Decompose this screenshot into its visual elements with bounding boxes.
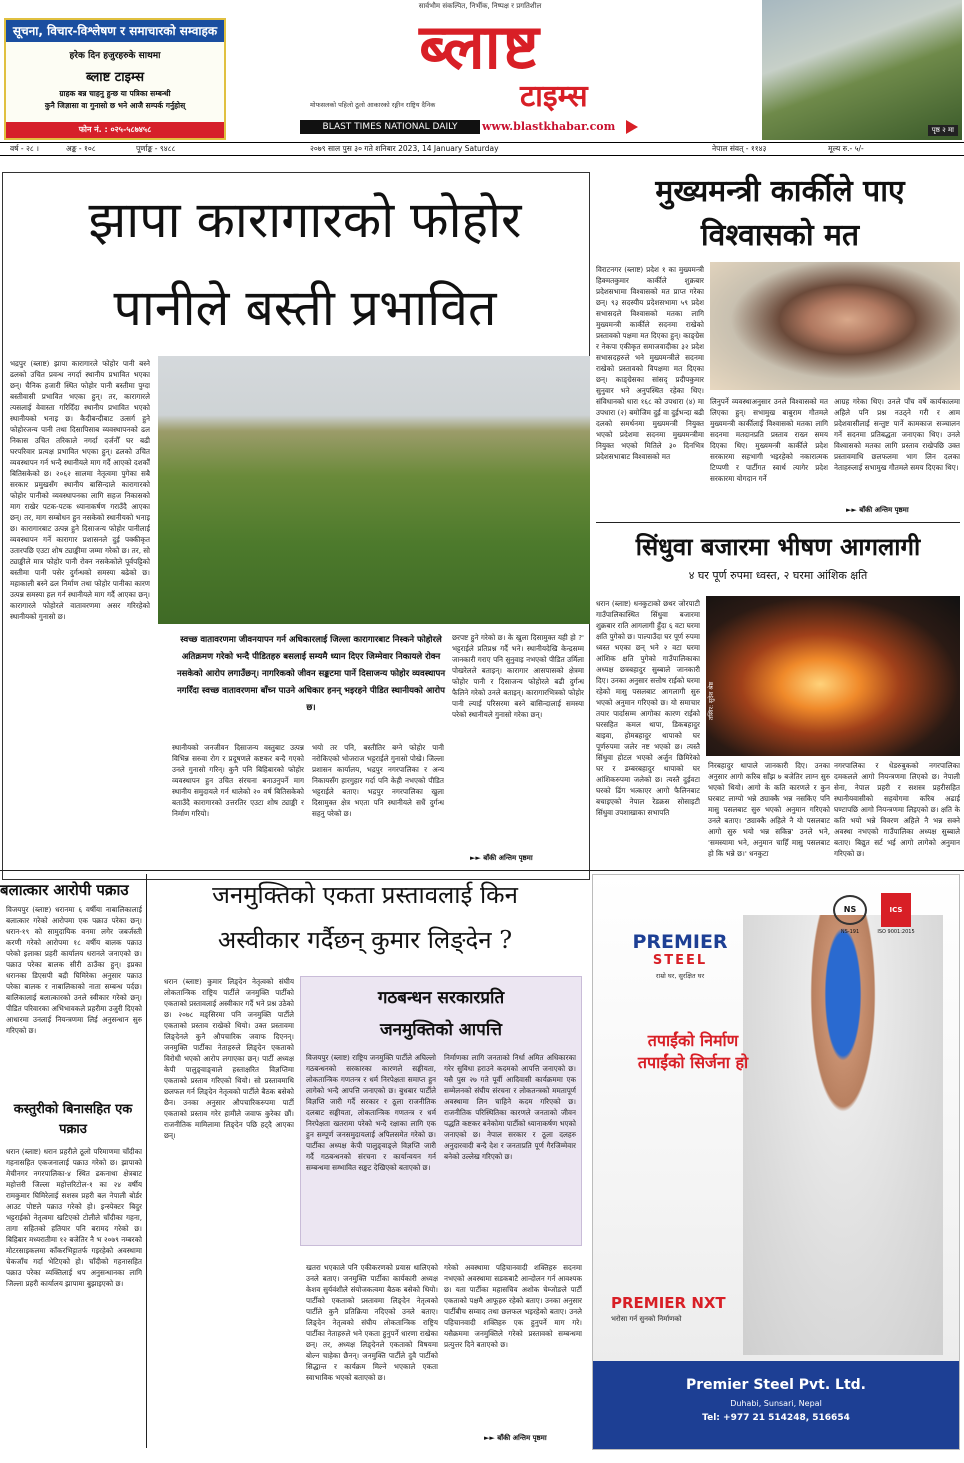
lead-photo-field xyxy=(158,356,590,624)
ics-cert-icon: ICS xyxy=(881,893,911,927)
rape-body: विजयपुर (ब्लाष्ट) धरानमा ६ वर्षीया नाबालिकालाई बलात्कार गरेको आरोपमा एक पक्राउ परेका छन्। धरान-१९ को सामुदायिक वनमा लगेर जबर्जस्ती करणी गरेको आरोपमा १८ वर्षीय बालक पक्राउ परेको इलाका प्रहरी कार्यालय धरानले जनाएको छ। पक्राउ परेका बालक सीरी ठाउँका हुन्। इप्रका धरानका डिएसपी बद्री घिमिरेका अनुसार पक्राउ परेका बालक र नाबालिकाको नाता सम्बन्ध पर्दछ। बालिकालाई बलात्कारको उनले स्वीकार गरेको छन्। पीडित परिवारका अभिभावकले प्रहरीमा उजुरी दिएको आधारमा उनलाई नियन्त्रणमा लिई अनुसन्धान सुरु गरिएको छ। xyxy=(6,905,142,1035)
ad-brand: ब्लाष्ट टाइम्स xyxy=(85,70,145,85)
cm-continued: ►► बाँकी अन्तिम पृष्ठमा xyxy=(846,506,909,514)
arrow-icon xyxy=(626,120,638,134)
ad-nxt-logo: PREMIER NXT xyxy=(611,1294,726,1312)
cm-body-col1: विराटनगर (ब्लाष्ट) प्रदेश १ का मुख्यमन्त्री हिक्मतकुमार कार्कीले शुक्रबार प्रदेशसभामा विश्वासको मत प्राप्त गरेका छन्। ९३ सदस्यीय प्रदेशसभामा ५९ प्रदेश सभासदले विश्वासको मतका लागि मुख्यमन्त्री कार्कीले सदनमा राखेको प्रस्तावको पक्षमा मत दिएका हुन्। काङ्ग्रेस र नेकपा एकीकृत समाजवादीका ३२ प्रदेश सभासदहरुले भने मुख्यमन्त्रीले सदनमा राखेको प्रस्तावको विपक्षमा मत दिएका छन्। काङ्ग्रेसका सांसद् प्रदीपकुमार सुनुवार भने अनुपस्थित रहेका थिए। संविधानको धारा १६८ को उपधारा (४) मा उपधारा (२) बमोजिम दुई वा दुईभन्दा बढी दलको समर्थनमा मुख्यमन्त्री नियुक्त भएको प्रदेशमा सदनमा मुख्यमन्त्रीमा नियुक्त भएको मितिले ३० दिनभित्र प्रदेशसभाबाट विश्वासको मत xyxy=(596,265,704,461)
iso-cert-label: ISO 9001:2015 xyxy=(877,929,915,935)
ns-cert-icon: NS xyxy=(833,895,867,925)
ad-brand1: PREMIER xyxy=(632,931,728,953)
ad-headline: सूचना, विचार-विश्लेषण र समाचारको सम्वाहक xyxy=(6,20,224,42)
dateline-bar xyxy=(0,142,964,156)
ad-line2: हरेक दिन हजुरहरुके साथमा xyxy=(69,51,161,61)
ad-nxt-tagline: भरोसा गर्न सुनको निर्माणको xyxy=(611,1315,682,1323)
ad-slogan-line2: तपाईंको सिर्जना हो xyxy=(637,1053,749,1072)
jm-headline-line2: अस्वीकार गर्दैछन् कुमार लिङ्देन ? xyxy=(217,926,513,954)
masthead-english-name: BLAST TIMES NATIONAL DAILY xyxy=(300,120,480,134)
dateline-total: पूर्णाङ्क - ९४८८ xyxy=(136,144,176,153)
ad-slogan-line1: तपाईंको निर्माण xyxy=(647,1031,739,1050)
lead-body-col2: स्थानीयको जनजीवन दिसाजन्य वस्तुबाट उत्पन्न विभिन्न सरुवा रोग र प्रदूषणले कष्टकर बन्दै गएको उनले गुनासो गरिन्। कुनै पनि बिहिबारको फोहोर व्यवस्थापन हुन उचित संरचना बनाउनुपर्ने माग स्थानीय समुदायले गर्न थालेको २० वर्ष बितिसकेको बताउँदै कारागारको उत्तरतिर एउटा शोष ट्याङ्की र निर्माण गरियो। xyxy=(172,743,304,818)
fire-subheadline: ४ घर पूर्ण रुपमा ध्वस्त, २ घरमा आंशिक क्षति xyxy=(688,569,868,582)
cm-photo xyxy=(710,262,960,390)
premier-steel-ad xyxy=(592,874,960,1450)
top-right-photo xyxy=(762,0,962,140)
rape-headline: बलात्कार आरोपी पक्राउ xyxy=(0,881,129,899)
jm-headline-line1: जनमुक्तिको एकता प्रस्तावलाई किन xyxy=(212,881,518,909)
ad-footer xyxy=(593,1361,959,1449)
fire-photo xyxy=(706,596,960,756)
masthead-website-link[interactable]: www.blastkhabar.com xyxy=(482,120,616,133)
dateline-date: २०७९ साल पुस ३० गते शनिबार 2023, 14 January Saturday xyxy=(310,144,499,153)
jm-body-col1: धरान (ब्लाष्ट) कुमार लिङ्देन नेतृत्वको संघीय लोकतान्त्रिक राष्ट्रिय पार्टीले जनमुक्ति पार्टीको एकताको प्रस्तावलाई अस्वीकार गर्दै भने प्रश्न उठेको छ। २०७८ मङ्सिरमा पनि जनमुक्ति पार्टीले एकताको प्रस्ताव राखेको थियो। उक्त प्रस्तावमा लिङ्देनले कुनै औपचारिक जवाफ दिएनन्। जनमुक्ति पार्टीका नेताहरुले लिङ्देन एकताको विरोधी भएको आरोप लगाएका छन्। पार्टी अध्यक्ष केपी पालुङ्वाङ्वाले हस्ताक्षरित विज्ञप्तिमा एकताको प्रस्ताव गरिएको थियो। सो प्रस्तावमाथि छलफल गर्न लिङ्देन नेतृत्वको पार्टीले बैठक बसेको छैन। उनका अनुसार औपचारिकरुपमा पार्टी एकताको प्रस्ताव गरेर हामीले जवाफ कुरेका छौं। राजनीतिक मामिलामा लिङ्देन पछि हट्दै आएका छन्। xyxy=(164,977,294,1140)
ad-tagline: राम्रो घर, सुरक्षित घर xyxy=(655,972,705,980)
cm-headline-line2: विश्वासको मत xyxy=(700,218,860,253)
coalition-headline-line2: जनमुक्तिको आपत्ति xyxy=(380,1020,502,1040)
dateline-issue: अङ्क - १०८ xyxy=(66,144,96,153)
coalition-body-col3: गरेको अवस्थामा पहिचानवादी शक्तिहरु सदनमा नभएको अवस्थामा सडकबाटै आन्दोलन गर्न आवश्यक छ। यता पार्टीका महासचिव अशोक चेम्जोङले पार्टी एकताको पक्षमै आफूहरु रहेको बताए। उनका अनुसार पार्टीबीच सम्वाद तथा छलफल भइरहेको बताए। उनले पहिचानवादी शक्तिहरु एक हुनुपर्ने माग गरे। यसैक्रममा जनमुक्तिले गरेको प्रस्तावको सम्बन्धमा प्रत्युत्तर दिने बताएको छ। xyxy=(444,1263,582,1349)
fire-body-col1: धरान (ब्लाष्ट) धनकुटाको छथर जोरपाटी गाउँपालिकास्थित सिंधुवा बजारमा शुक्रबार राति आगलागी हुँदा ६ वटा घरमा क्षति पुगेको छ। पाल्पाउँदा घर पूर्ण रुपमा ध्वस्त भएका छन् भने २ वटा घरमा आंशिक क्षति पुगेको गाउँपालिकाका अध्यक्ष छत्रबहादुर सुब्बाले जानकारी दिए। उनका अनुसार सत्तोष राईको घरमा रहेको मासु पसलबाट आगलागी सुरु भएको अनुमान गरिएको छ। यो समाचार तयार पार्दासम्म आगोका कारण राईको घरसहित कमल थापा, डिकबहादुर बाइवा, होमबहादुर थापाको घर पूर्णरुपमा जलेर नष्ट भएको छ। त्यस्तै सिंधुवा होटल भएको अर्जुन छिमिरेको घर र डम्बरबहादुर थापाको घर आंशिकरुपमा जलेको छ। त्यस्तै दुईवटा घरको ढिंग भत्काएर आगो फैलिनबाट बचाइएको नेपाल रेडक्रस सोसाइटी सिंधुवा उपशाखाका सभापति xyxy=(596,599,700,817)
lead-continued: ►► बाँकी अन्तिम पृष्ठमा xyxy=(470,854,533,862)
ad-person-image xyxy=(743,915,943,1355)
fire-photo-caption: तस्विर: सुदेश श्रेष्ठ xyxy=(708,681,715,720)
coalition-body-col2: निर्माणका लागि जनताको निर्धा अमित अधिकारका गरेर सुविधा हराउने कदमको आपत्ति जनाएको छ। यसै पुस २७ गते पूर्वी आदिवासी कार्यक्रममा एक सम्मेलनको संघीय संरचना र लोकतन्त्रको ममतापूर्ण अवस्थामा लिन चाहिने कदम गरिएको छ। राजनीतिक परिस्थितिका कारणले जनताको जीवन पद्धति कष्टकर बनेकोमा पार्टीको ध्यानाकर्षण भएको जनाएको छ। नेपाल सरकार र ठूला दलहरु अनुदारवादी बन्दै देश र जनताप्रति पूर्ण गैरजिम्मेवार बनेको उल्लेख गरिएको छ। xyxy=(444,1053,576,1161)
dateline-nepal-sambat: नेपाल संवत् - ११४३ xyxy=(712,144,767,153)
musk-headline: कस्तुरीको बिनासहित एक पक्राउ xyxy=(13,1102,133,1137)
dateline-price: मूल्य रु.- ५/- xyxy=(828,144,864,153)
musk-body: धरान (ब्लाष्ट) धरान प्रहरीले ठूलो परिमाणमा चाँदीका गहनासहित एकजनालाई पक्राउ गरेको छ। झापाको मेचीनगर नगरपालिका-४ स्थित ढकनाथा क्षेत्रबाट महोत्तरी जिल्ला महोत्तरिटोल-१ का २४ वर्षीय रामकुमार घिमिरेलाई सशस्त्र प्रहरी बल नेपाली बोर्डर आउट पोष्टले पक्राउ गरेको हो। इन्स्पेक्टर बिदुर भट्टराईको नेतृत्वमा खटिएको टोलीले चाँदीका गहना, तागा सहितको हतियार पनि बरामद गरेको छ। बिहिबार मध्यरातीमा १२ बजेतिर नै भ २०७९ नम्बरको मोटरसाइकलमा काँकरभिट्टातर्फ गइरहेको अवस्थामा चेकजाँच गर्दा भेटिएको हो। चाँदीको गहनासहित पक्राउ परेका व्यक्तिलाई थप अनुसन्धानका लागि जिल्ला प्रहरी कार्यालय झापामा बुझाइएको छ। xyxy=(6,1147,142,1288)
ad-phone: Tel: +977 21 514248, 516654 xyxy=(702,1413,850,1423)
divider xyxy=(596,522,960,523)
subscription-ad xyxy=(4,18,226,140)
coalition-body-col1: विजयपुर (ब्लाष्ट) राष्ट्रिय जनमुक्ति पार्टीले अघिल्लो गठबन्धनको सरकारका कारणले सङ्घीयता, लोकतान्त्रिक गणतन्त्र र धर्म निरपेक्षता समाप्त हुन लागेको भन्दै आपत्ति जनाएको छ। बुधबार पार्टीले विज्ञप्ति जारी गर्दै सरकार र ठूला राजनीतिक दलबाट सङ्घीयता, लोकतान्त्रिक गणतन्त्र र धर्म निरपेक्षता खतरामा परेको भन्दै रक्षाका लागि एक हुन सम्पूर्ण जनसमुदायलाई अपिलसमेत गरेको छ। पार्टीका अध्यक्ष केपी पालुङ्वाङ्ले विज्ञप्ति जारी गर्दै गठबन्धनको संरचना र कार्यान्वयन गर्न सम्बन्धमा सम्भावित सङ्कट देखिएको बताएको छ। xyxy=(306,1053,436,1172)
cm-headline-line1: मुख्यमन्त्री कार्कीले पाए xyxy=(655,174,905,209)
lead-body-col4: छरपष्ट हुने गरेको छ। के खुला दिसामुक्त यही हो ?' भट्टराईले प्रतिप्रश्न गर्दै भने। स्थानीयदेखि केन्द्रसम्म जानकारी गराए पनि सुनुवाइ नभएको पीडित उर्मिला पोखरेलले बताइन्। कारागार आसपासको क्षेत्रमा फोहोर पानी र दिसाजन्य फोहोरले बढी दुर्गन्ध फैलिने गरेको उनले बताइन्। कारागारभित्रको फोहोर पानी ल्याई परिसरमा बस्ने बासिन्दालाई समस्या परेको स्थानीयले गुनासो गरेका छन्। xyxy=(452,633,584,719)
ad-address: Duhabi, Sunsari, Nepal xyxy=(730,1399,822,1408)
masthead-logo: ब्लाष्ट xyxy=(419,10,541,83)
masthead-description: मोफसलको पहिलो ठूलो आकारको रङ्गीन राष्ट्रिय दैनिक xyxy=(310,101,436,109)
lead-headline-line1: झापा कारागारको फोहोर xyxy=(88,191,522,249)
coalition-continued: ►► बाँकी अन्तिम पृष्ठमा xyxy=(484,1434,547,1442)
cm-body-col2: लिनुपर्ने व्यवस्थाअनुसार उनले विश्वासको मत लिएका हुन्। सभामुख बाबुराम गौतमले मुख्यमन्त्री कार्कीलाई विश्वासको मतका लागि सदनमा मतदानप्रति प्रस्ताव राख्न समय दिएका थिए। मुख्यमन्त्री कार्कीले प्रदेश सरकारमा सहभागी भइरहेको नकारात्मक टिप्पणी र पार्टीगत स्वार्थ त्यागेर प्रदेश सरकारमा योगदान गर्ने xyxy=(710,397,828,483)
ad-line5: कुनै जिज्ञासा वा गुनासो छ भने आजै सम्पर्क गर्नुहोस् xyxy=(44,101,186,110)
lead-body-col3: भयो तर पनि, बस्तीतिर बग्ने फोहोर पानी नरोकिएको भोजराज भट्टराईले गुनासो पोखे। जिल्ला प्रशासन कार्यालय, भद्रपुर नगरपालिका र अन्य निकायसँग हारगुहार गर्दा पनि केही नभएको पीडित भट्टराईले बताए। भद्रपुर नगरपालिका खुला दिसामुक्त क्षेत्र भएता पनि स्थानीयले सधैं दुर्गन्ध सहनु परेको छ। xyxy=(312,743,444,818)
divider xyxy=(146,874,147,1448)
lead-pull-quote: स्वच्छ वातावरणमा जीवनयापन गर्न अधिकारलाई जिल्ला कारागारबाट निस्कने फोहोरले अतिक्रमण गरेको भन्दै पीडितहरु बसलाई सम्यमै ध्यान दिएर जिम्मेवार निकायले रोक्न नसकेको आरोप लगाउँछन्। नागरिकको जीवन सङ्कटमा पार्ने दिसाजन्य फोहोर व्यवस्थापन नगरिँदा स्वच्छ वातावरणमा बाँच्न पाउने अधिकार हनन् भइरहने पीडित स्थानीयको आरोप छ। xyxy=(176,635,446,713)
lead-headline-line2: पानीले बस्ती प्रभावित xyxy=(113,279,497,337)
jm-body-col2: खतरा भएकाले पनि एकीकरणको प्रयास थालिएको उनले बताए। जनमुक्ति पार्टीका कार्यकारी अध्यक्ष केशव सुर्यवंशीले संयोजकत्वमा बैठक बसेको थियो। पार्टीको एकताको प्रस्तावमा लिङ्देन नेतृत्वको पार्टीले कुनै प्रतिक्रिया नदिएको उनले बताए। लिङ्देन नेतृत्वको संघीय लोकतान्त्रिक राष्ट्रिय पार्टीका नेताहरुले भने एकता हुनुपर्ने धारणा राखेका छन्। तर, अध्यक्ष लिङ्देनले एकताको विषयमा बोल्न चाहेका छैनन्। जनमुक्ति पार्टीले दुवै पार्टीको सिद्धान्त र कार्यक्रम मिल्ने भएकाले एकता स्वाभाविक भएको बताएको छ। xyxy=(306,1263,438,1382)
masthead-tagline: सार्वभौम संकल्पित, निर्भीक, निष्पक्ष र प्रगतिशील xyxy=(418,2,542,10)
dateline-year: वर्ष - २८ । xyxy=(10,144,40,153)
ad-company-name: Premier Steel Pvt. Ltd. xyxy=(686,1377,866,1393)
fire-headline: सिंधुवा बजारमा भीषण आगलागी xyxy=(635,533,921,561)
ad-phone: फोन नं. : ०२५-५८७४५८ xyxy=(6,122,224,138)
fire-body-col2: निरबहादुर थापाले जानकारी दिए। उनका अनुसार आगो करिब साँझ ७ बजेतिर लाग्न सुरु भएको थियो। आगो के कति कारणले र कुन घरबाट लाग्यो भन्ने ठ्याक्कै भन्न नसकिए पनि मासु पसलबाट सुरु भएको अनुमान गरिएको उनले बताए। 'ठ्याक्कै अहिले नै यो पसलबाट आगो सुरु भयो भन्न सकिन्न' उनले भने, 'समस्यामा भने, अनुमान चाहिँ मासु पसलबाट हो कि भन्ने छ।' धनकुटा xyxy=(708,761,830,858)
coalition-headline-line1: गठबन्धन सरकारप्रति xyxy=(377,988,505,1008)
lead-body-col1: भद्रपुर (ब्लाष्ट) झापा कारागारले फोहोर पानी बस्ने ढलको उचित प्रवन्ध नगर्दा स्थानीय प्रभावित भएका छन्। चैनिक हजारी स्थित फोहोर पानी बस्तीमा पुग्दा बस्तीवासी प्रभावित भएका हुन्। तर, कारागारले त्यसलाई वेवास्ता गरिदिँदा स्थानीय प्रभावित भएको स्थानीयको भनाइ छ। कैदीबन्दीबाट उत्सर्ग हुने फोहोरजन्य पानी तथा दिसापिसाब व्यवस्थापनको ढल निकास उचित तरिकाले नगर्दा दर्जनौँ घर बढी घरपरिवार प्रत्यक्ष प्रभावित भएका हुन्। ढलको उचित व्यवस्थापन गर्न भन्दै स्थानीयले माग गर्दै आएको दशकौँ बितिसकेको छ। २०६२ सालमा नेतृत्वमा पुगेका सबै सरकार प्रमुखसँग स्थानीय बासिन्दाले कारागारको फोहोर पानीको व्यवस्थापनका लागि सहज निकासको माग राखेर पटक-पटक ध्यानाकर्षण गराउँदै आएका छन्। तर, माग सम्बोधन हुन नसकेको स्थानीयको भनाइ छ। कारागारबाट उत्पन्न हुने दिसाजन्य फोहोर पानीलाई व्यवस्थापन गर्ने कारागार प्रशासनले दुई पक्कीकृत उतारपछि एउटा शोष ट्याङ्कीमा जम्मा गरेको छ। तर, सो ट्याङ्कीले मात्र फोहोर पानी रोक्न नसकेकोले पूर्वपट्टिको बस्तीमा पानी पसेर दुर्गन्धको समस्या बढेको छ। महाकाली बस्ने ढल निर्माण तथा फोहोर पानीका कारण उत्पन्न समस्या हल गर्न स्थानीयले माग गर्दै आएका छन्। कारागारले फोहोरले वातावरणमा असर गरिरहेको स्थानीयको गुनासो छ। xyxy=(10,359,150,621)
divider xyxy=(0,870,964,871)
ad-line4: ग्राहक बन्न चाहनु हुन्छ या पत्रिका सम्बन्धी xyxy=(59,89,171,98)
masthead xyxy=(270,0,690,140)
ns-cert-label: NS-191 xyxy=(840,929,860,935)
masthead-logo-sub: टाइम्स xyxy=(520,79,588,114)
cm-body-col3: आग्रह गरेका थिए। उनले पाँच वर्षे कार्यकालमा अहिले पनि प्रश्न नउठ्ने गरी र आम प्रदेशवासीलाई सन्तुष्ट पार्ने कामकाज सञ्चालन गर्ने सदनमा प्रतिबद्धता जनाएका थिए। उनले विश्वासको मतका लागि प्रस्ताव राखेपछि उक्त प्रस्तावमाथि छलफलमा भाग लिन दलका नेताहरुलाई सभामुख गौतमले समय दिएका थिए। xyxy=(834,397,960,472)
fire-body-col3: नगरपालिका र धेडरुबुकको नगरपालिका दमकलले आगो नियन्त्रणमा लिएको छ। नेपाली सेना, नेपाल प्रहरी र सशस्त्र प्रहरीसहित स्थानीयवासीको सहयोगमा करिब अढाई घण्टापछि आगो नियन्त्रणमा लिइएको छ। क्षति के कति भयो भन्ने विवरण अहिले नै भन्न सक्ने अवस्था नभएको गाउँपालिका अध्यक्ष सुब्बाले बताए। बिद्युत सर्ट भई आगो लागेको अनुमान गरिएको छ। xyxy=(834,761,960,858)
ad-brand2: STEEL xyxy=(652,953,708,968)
photo-tag: पृष्ठ २ मा xyxy=(928,125,958,136)
